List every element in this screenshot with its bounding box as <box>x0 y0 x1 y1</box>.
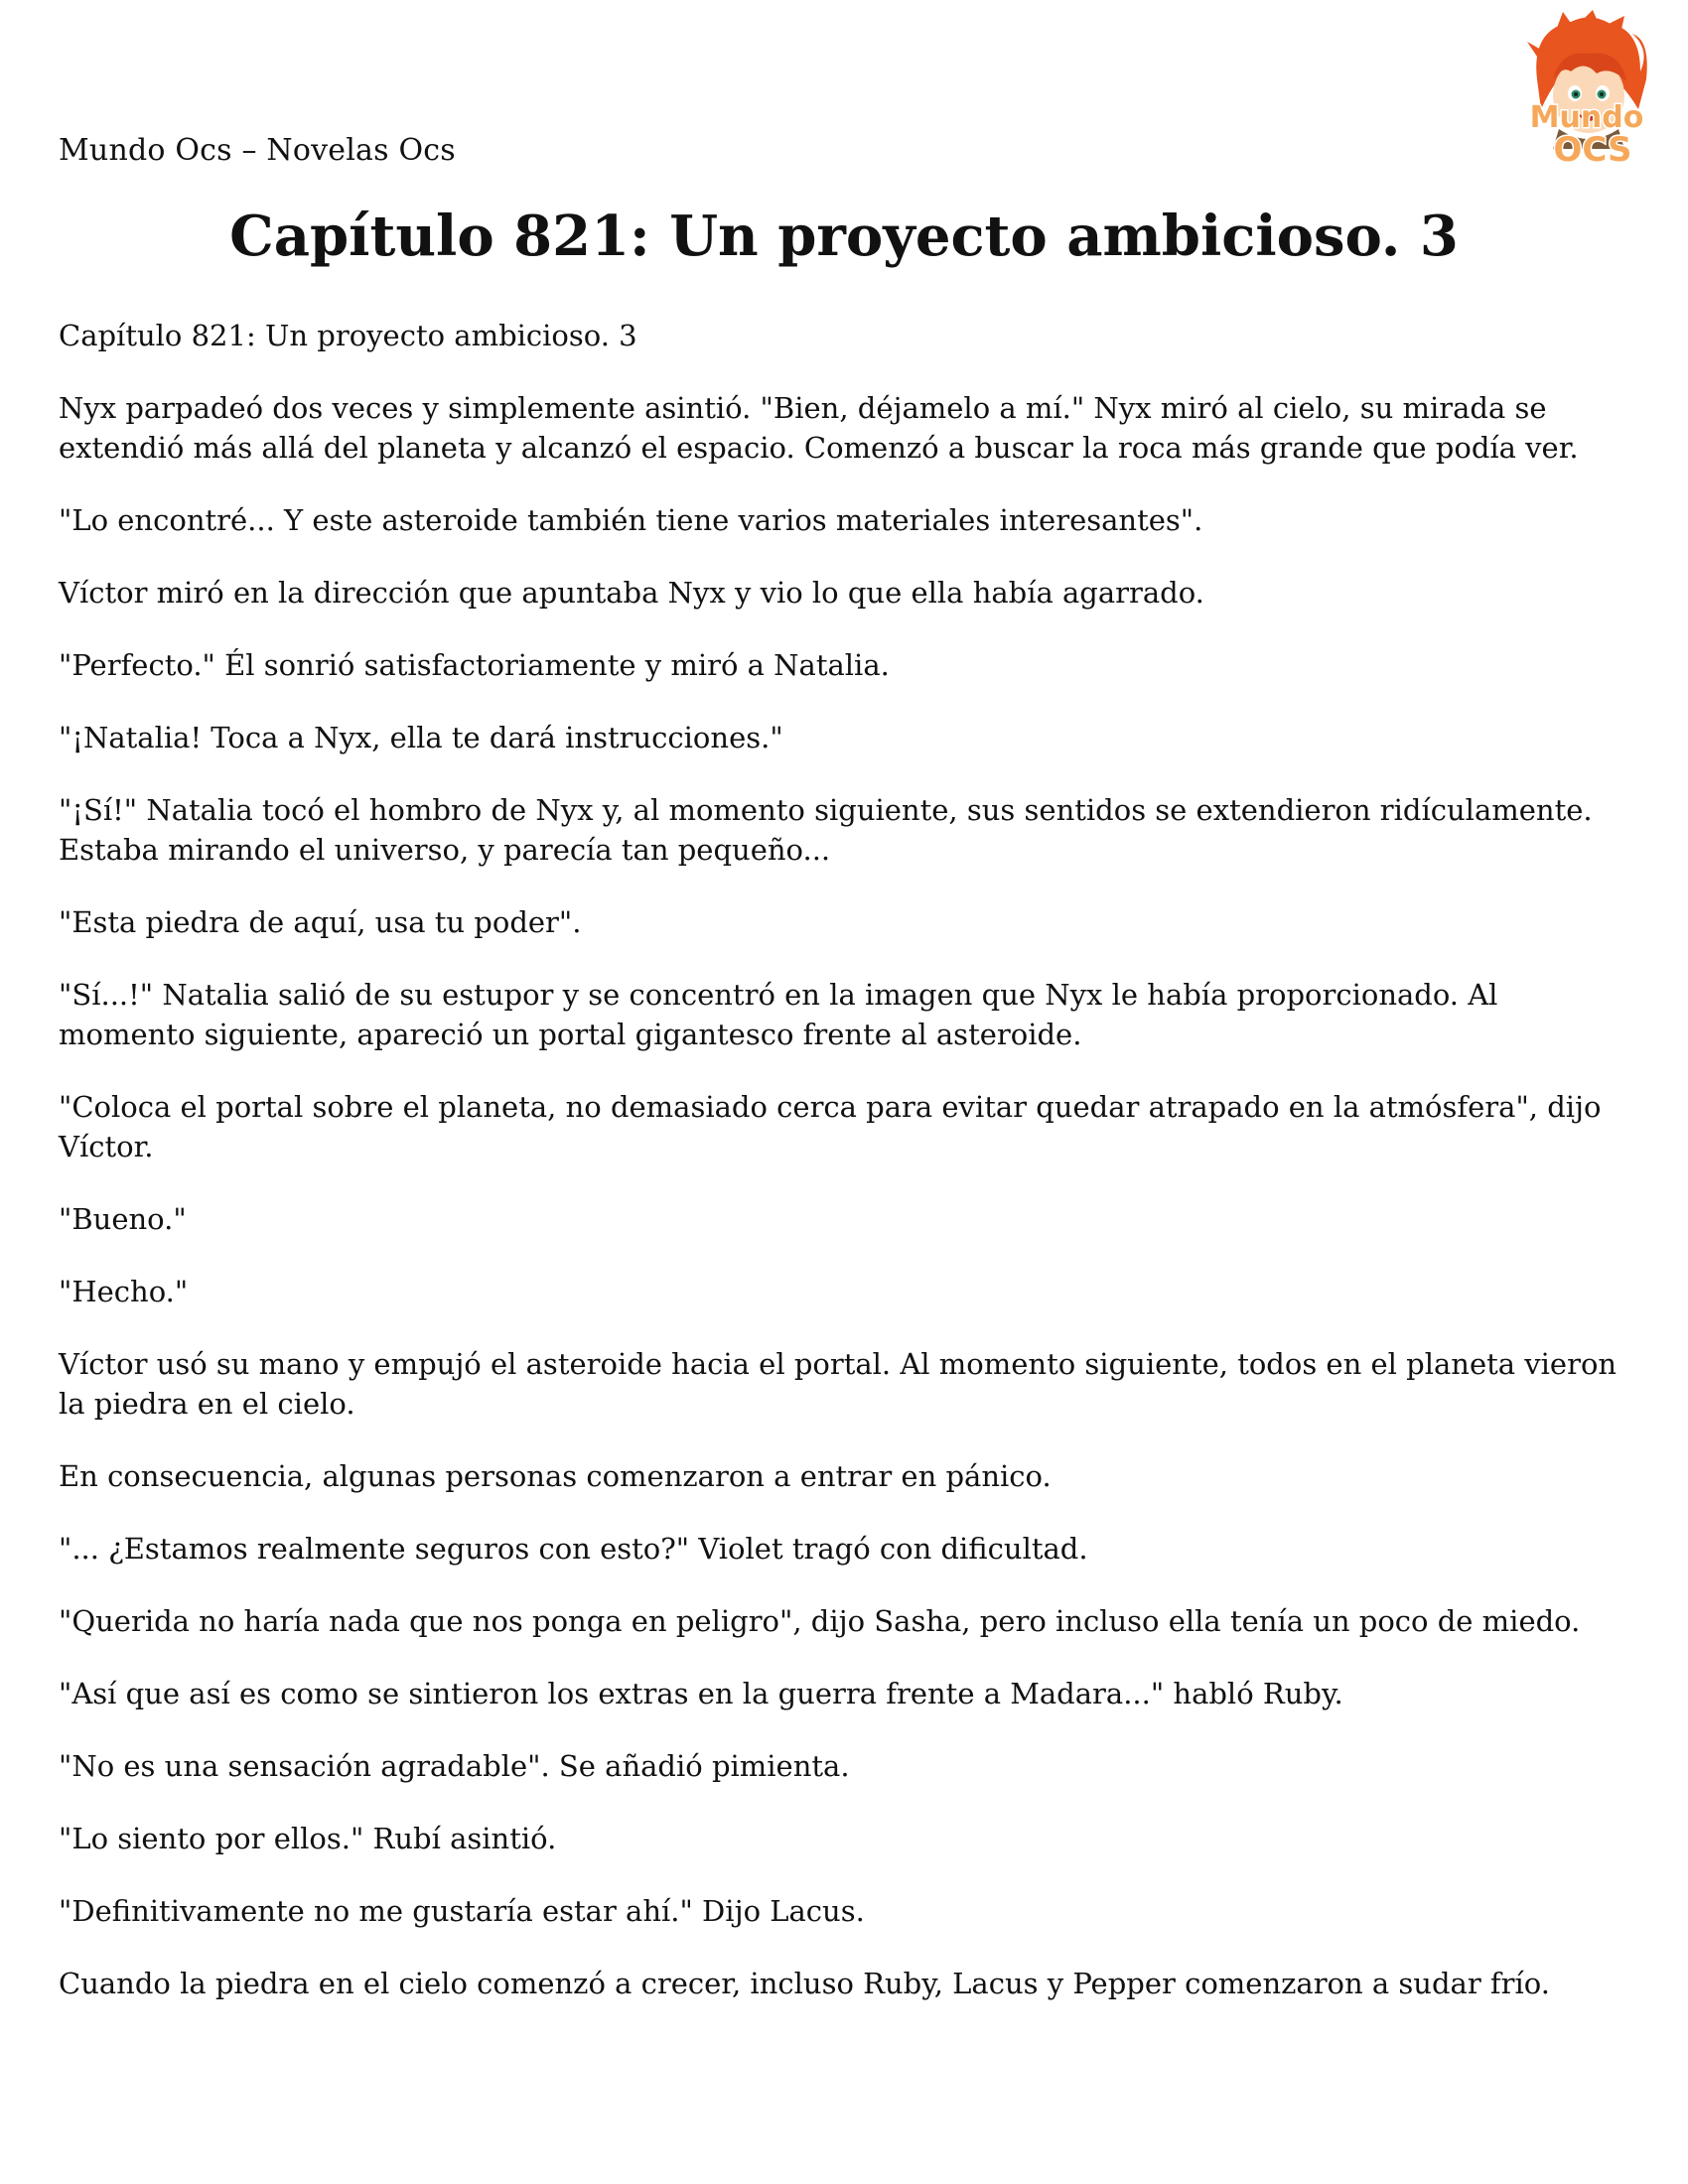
body-paragraph: "¡Sí!" Natalia tocó el hombro de Nyx y, al momento siguiente, sus sentidos se extendieron ridículamente. Estaba mirando el universo, y parecía tan pequeño... <box>59 793 1593 867</box>
chapter-title: Capítulo 821: Un proyecto ambicioso. 3 <box>229 204 1459 269</box>
body-paragraph: "Querida no haría nada que nos ponga en peligro", dijo Sasha, pero incluso ella tenía un poco de miedo. <box>59 1604 1581 1638</box>
body-paragraph: "¡Natalia! Toca a Nyx, ella te dará instrucciones." <box>59 721 783 754</box>
body-paragraph: Víctor miró en la dirección que apuntaba Nyx y vio lo que ella había agarrado. <box>59 576 1204 610</box>
body-paragraph: "Lo siento por ellos." Rubí asintió. <box>59 1822 557 1855</box>
site-header: Mundo Ocs – Novelas Ocs <box>59 133 456 168</box>
body-paragraph: "Coloca el portal sobre el planeta, no demasiado cerca para evitar quedar atrapado en la atmósfera", dijo Víctor. <box>59 1090 1602 1163</box>
body-paragraph: "Hecho." <box>59 1275 189 1308</box>
mundo-ocs-logo <box>1501 10 1672 181</box>
logo-text-top: Mundo <box>1529 100 1644 135</box>
body-paragraph: "No es una sensación agradable". Se añadió pimienta. <box>59 1749 850 1783</box>
body-paragraph: "Lo encontré... Y este asteroide también tiene varios materiales interesantes". <box>59 503 1203 537</box>
body-paragraph: Capítulo 821: Un proyecto ambicioso. 3 <box>59 319 637 352</box>
logo-text-bottom: OCS <box>1553 130 1632 170</box>
body-paragraph: "Bueno." <box>59 1202 187 1236</box>
body-paragraph: "Definitivamente no me gustaría estar ahí." Dijo Lacus. <box>59 1894 865 1928</box>
body-paragraph: "Perfecto." Él sonrió satisfactoriamente y miró a Natalia. <box>59 648 890 682</box>
chapter-body <box>59 316 1632 2036</box>
body-paragraph: Nyx parpadeó dos veces y simplemente asintió. "Bien, déjamelo a mí." Nyx miró al cielo, su mirada se extendió más allá del planeta y alcanzó el espacio. Comenzó a buscar la roca más grande que podía ver. <box>59 391 1579 465</box>
body-paragraph: Víctor usó su mano y empujó el asteroide hacia el portal. Al momento siguiente, todos en el planeta vieron la piedra en el cielo. <box>59 1347 1618 1421</box>
body-paragraph: "... ¿Estamos realmente seguros con esto?" Violet tragó con dificultad. <box>59 1532 1088 1566</box>
body-paragraph: "Esta piedra de aquí, usa tu poder". <box>59 905 582 939</box>
body-paragraph: "Así que así es como se sintieron los extras en la guerra frente a Madara..." habló Ruby. <box>59 1677 1343 1710</box>
body-paragraph: Cuando la piedra en el cielo comenzó a crecer, incluso Ruby, Lacus y Pepper comenzaron a sudar frío. <box>59 1967 1550 2000</box>
body-paragraph: En consecuencia, algunas personas comenzaron a entrar en pánico. <box>59 1459 1052 1493</box>
body-paragraph: "Sí...!" Natalia salió de su estupor y se concentró en la imagen que Nyx le había proporcionado. Al momento siguiente, apareció un portal gigantesco frente al asteroide. <box>59 978 1498 1051</box>
